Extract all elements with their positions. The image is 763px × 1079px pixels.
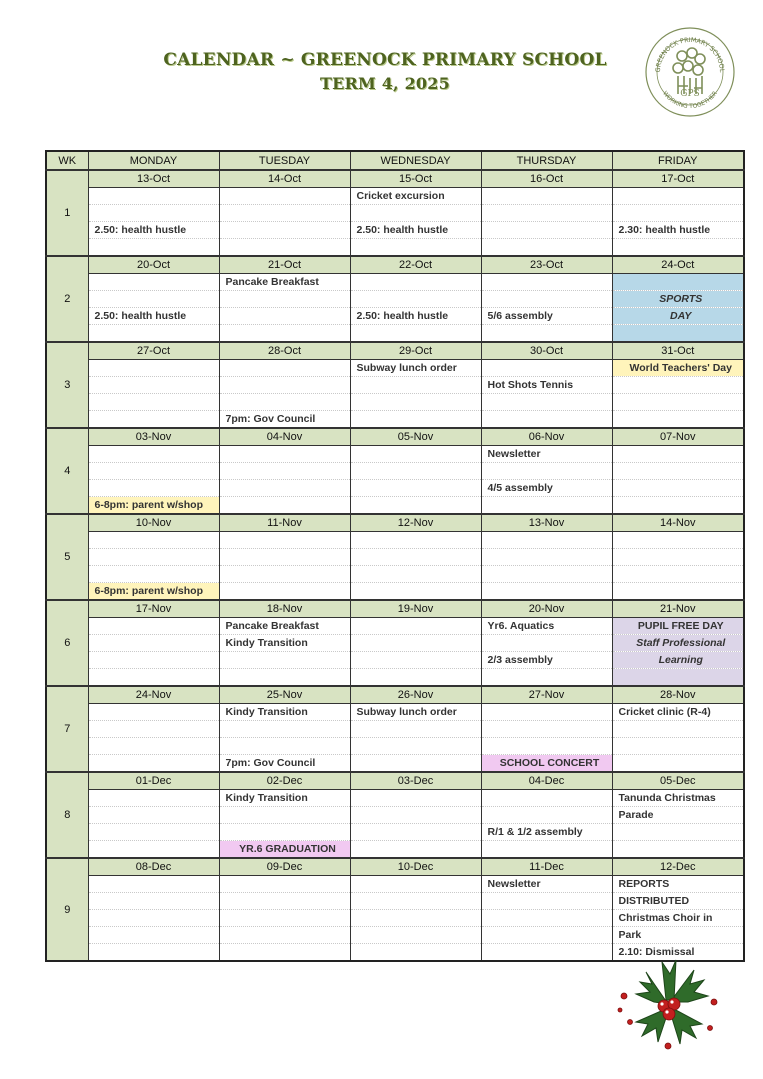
event-cell-friday — [612, 239, 744, 257]
event-cell-wednesday — [350, 446, 481, 463]
event-cell-wednesday — [350, 463, 481, 480]
date-cell-friday: 21-Nov — [612, 600, 744, 618]
event-cell-tuesday — [219, 360, 350, 377]
date-cell-wednesday: 26-Nov — [350, 686, 481, 704]
week-date-row — [46, 428, 744, 446]
event-cell-friday: Christmas Choir in — [612, 910, 744, 927]
week-date-row — [46, 686, 744, 704]
event-row — [46, 480, 744, 497]
event-cell-thursday — [481, 738, 612, 755]
event-cell-wednesday — [350, 394, 481, 411]
date-cell-monday: 01-Dec — [88, 772, 219, 790]
event-cell-monday — [88, 824, 219, 841]
event-cell-tuesday — [219, 394, 350, 411]
event-cell-thursday: Hot Shots Tennis — [481, 377, 612, 394]
event-cell-wednesday — [350, 239, 481, 257]
event-row — [46, 807, 744, 824]
col-header-friday: FRIDAY — [612, 151, 744, 170]
event-row — [46, 360, 744, 377]
event-cell-monday — [88, 927, 219, 944]
col-header-wk: WK — [46, 151, 88, 170]
event-row — [46, 635, 744, 652]
date-cell-friday: 05-Dec — [612, 772, 744, 790]
event-cell-monday — [88, 721, 219, 738]
event-cell-friday: DAY — [612, 308, 744, 325]
date-cell-monday: 24-Nov — [88, 686, 219, 704]
event-cell-monday — [88, 291, 219, 308]
event-cell-friday — [612, 377, 744, 394]
event-cell-tuesday — [219, 583, 350, 601]
event-cell-friday: Staff Professional — [612, 635, 744, 652]
event-cell-tuesday: Kindy Transition — [219, 635, 350, 652]
event-cell-tuesday — [219, 239, 350, 257]
date-cell-monday: 13-Oct — [88, 170, 219, 188]
event-row — [46, 532, 744, 549]
event-cell-wednesday: 2.50: health hustle — [350, 308, 481, 325]
week-number: 7 — [46, 686, 88, 772]
event-cell-monday — [88, 205, 219, 222]
event-cell-friday — [612, 325, 744, 343]
event-cell-tuesday — [219, 480, 350, 497]
event-cell-monday: 2.50: health hustle — [88, 308, 219, 325]
date-cell-tuesday: 21-Oct — [219, 256, 350, 274]
event-cell-wednesday — [350, 721, 481, 738]
date-cell-thursday: 23-Oct — [481, 256, 612, 274]
event-cell-monday — [88, 360, 219, 377]
event-cell-wednesday — [350, 824, 481, 841]
date-cell-thursday: 16-Oct — [481, 170, 612, 188]
event-cell-tuesday — [219, 205, 350, 222]
event-cell-friday: World Teachers' Day — [612, 360, 744, 377]
week-number: 8 — [46, 772, 88, 858]
event-cell-friday — [612, 721, 744, 738]
event-cell-monday — [88, 669, 219, 687]
event-cell-friday — [612, 463, 744, 480]
event-row — [46, 463, 744, 480]
event-cell-thursday: SCHOOL CONCERT — [481, 755, 612, 773]
date-cell-wednesday: 29-Oct — [350, 342, 481, 360]
event-cell-friday: Parade — [612, 807, 744, 824]
date-cell-wednesday: 19-Nov — [350, 600, 481, 618]
event-cell-monday: 6-8pm: parent w/shop — [88, 583, 219, 601]
event-cell-monday — [88, 652, 219, 669]
event-cell-tuesday: Pancake Breakfast — [219, 618, 350, 635]
event-cell-tuesday — [219, 652, 350, 669]
week-date-row — [46, 342, 744, 360]
date-cell-monday: 08-Dec — [88, 858, 219, 876]
event-row — [46, 824, 744, 841]
event-cell-thursday — [481, 325, 612, 343]
col-header-wednesday: WEDNESDAY — [350, 151, 481, 170]
date-cell-tuesday: 28-Oct — [219, 342, 350, 360]
event-cell-wednesday — [350, 841, 481, 859]
event-cell-wednesday — [350, 549, 481, 566]
event-cell-wednesday — [350, 566, 481, 583]
date-cell-monday: 10-Nov — [88, 514, 219, 532]
event-cell-wednesday — [350, 738, 481, 755]
event-cell-wednesday — [350, 480, 481, 497]
date-cell-tuesday: 11-Nov — [219, 514, 350, 532]
event-cell-friday: 2.10: Dismissal — [612, 944, 744, 962]
week-date-row — [46, 600, 744, 618]
event-cell-tuesday — [219, 566, 350, 583]
col-header-monday: MONDAY — [88, 151, 219, 170]
event-cell-monday — [88, 841, 219, 859]
event-cell-thursday: Newsletter — [481, 876, 612, 893]
date-cell-tuesday: 09-Dec — [219, 858, 350, 876]
event-cell-friday — [612, 480, 744, 497]
event-cell-wednesday — [350, 583, 481, 601]
event-cell-tuesday — [219, 532, 350, 549]
event-row — [46, 566, 744, 583]
event-cell-wednesday — [350, 411, 481, 429]
date-cell-friday: 14-Nov — [612, 514, 744, 532]
event-cell-monday — [88, 944, 219, 962]
holly-icon — [606, 952, 732, 1056]
event-cell-monday — [88, 876, 219, 893]
event-cell-tuesday — [219, 446, 350, 463]
event-cell-thursday — [481, 411, 612, 429]
event-cell-thursday — [481, 893, 612, 910]
event-cell-tuesday — [219, 807, 350, 824]
event-cell-thursday — [481, 360, 612, 377]
event-cell-tuesday — [219, 910, 350, 927]
event-row — [46, 394, 744, 411]
date-cell-monday: 03-Nov — [88, 428, 219, 446]
date-cell-monday: 20-Oct — [88, 256, 219, 274]
event-cell-tuesday — [219, 377, 350, 394]
event-cell-wednesday — [350, 927, 481, 944]
event-cell-tuesday — [219, 308, 350, 325]
event-cell-monday — [88, 549, 219, 566]
event-cell-wednesday — [350, 944, 481, 962]
date-cell-tuesday: 04-Nov — [219, 428, 350, 446]
event-cell-tuesday — [219, 944, 350, 962]
event-cell-thursday — [481, 704, 612, 721]
event-cell-thursday: R/1 & 1/2 assembly — [481, 824, 612, 841]
event-row — [46, 291, 744, 308]
event-row — [46, 738, 744, 755]
event-cell-wednesday: Cricket excursion — [350, 188, 481, 205]
event-cell-tuesday — [219, 893, 350, 910]
event-cell-monday — [88, 188, 219, 205]
week-number: 4 — [46, 428, 88, 514]
event-cell-monday — [88, 910, 219, 927]
event-cell-friday — [612, 824, 744, 841]
event-cell-friday — [612, 205, 744, 222]
event-row — [46, 222, 744, 239]
event-row — [46, 239, 744, 257]
event-cell-monday — [88, 325, 219, 343]
event-cell-monday — [88, 239, 219, 257]
event-cell-thursday — [481, 790, 612, 807]
week-date-row — [46, 858, 744, 876]
event-cell-tuesday — [219, 222, 350, 239]
event-cell-thursday — [481, 188, 612, 205]
event-row — [46, 910, 744, 927]
event-cell-tuesday: 7pm: Gov Council — [219, 755, 350, 773]
date-cell-wednesday: 03-Dec — [350, 772, 481, 790]
date-cell-thursday: 20-Nov — [481, 600, 612, 618]
event-cell-thursday — [481, 497, 612, 515]
event-cell-tuesday: YR.6 GRADUATION — [219, 841, 350, 859]
event-row — [46, 618, 744, 635]
event-cell-tuesday — [219, 669, 350, 687]
event-cell-friday — [612, 446, 744, 463]
event-row — [46, 841, 744, 859]
event-cell-monday — [88, 463, 219, 480]
event-row — [46, 652, 744, 669]
event-cell-tuesday: Kindy Transition — [219, 704, 350, 721]
event-cell-monday — [88, 755, 219, 773]
date-cell-wednesday: 15-Oct — [350, 170, 481, 188]
event-row — [46, 325, 744, 343]
date-cell-thursday: 30-Oct — [481, 342, 612, 360]
event-cell-monday: 2.50: health hustle — [88, 222, 219, 239]
event-cell-monday — [88, 738, 219, 755]
date-cell-thursday: 27-Nov — [481, 686, 612, 704]
event-cell-monday — [88, 394, 219, 411]
week-number: 2 — [46, 256, 88, 342]
event-cell-monday — [88, 790, 219, 807]
event-row — [46, 446, 744, 463]
event-cell-thursday: Yr6. Aquatics — [481, 618, 612, 635]
event-row — [46, 274, 744, 291]
event-cell-friday — [612, 188, 744, 205]
event-row — [46, 669, 744, 687]
event-cell-thursday: 4/5 assembly — [481, 480, 612, 497]
event-row — [46, 205, 744, 222]
event-cell-monday — [88, 480, 219, 497]
event-cell-friday — [612, 738, 744, 755]
event-row — [46, 893, 744, 910]
event-cell-wednesday — [350, 790, 481, 807]
event-cell-friday — [612, 532, 744, 549]
event-cell-wednesday: Subway lunch order — [350, 360, 481, 377]
col-header-thursday: THURSDAY — [481, 151, 612, 170]
date-cell-tuesday: 02-Dec — [219, 772, 350, 790]
event-cell-wednesday — [350, 876, 481, 893]
event-row — [46, 721, 744, 738]
date-cell-tuesday: 14-Oct — [219, 170, 350, 188]
date-cell-thursday: 11-Dec — [481, 858, 612, 876]
event-cell-tuesday — [219, 463, 350, 480]
event-cell-thursday — [481, 532, 612, 549]
event-cell-monday — [88, 635, 219, 652]
event-cell-friday: Tanunda Christmas — [612, 790, 744, 807]
event-cell-tuesday: 7pm: Gov Council — [219, 411, 350, 429]
event-cell-friday — [612, 566, 744, 583]
event-cell-friday — [612, 394, 744, 411]
date-cell-wednesday: 12-Nov — [350, 514, 481, 532]
event-cell-friday — [612, 755, 744, 773]
event-row — [46, 755, 744, 773]
week-number: 5 — [46, 514, 88, 600]
week-number: 3 — [46, 342, 88, 428]
date-cell-friday: 24-Oct — [612, 256, 744, 274]
event-cell-friday — [612, 583, 744, 601]
event-cell-friday — [612, 274, 744, 291]
event-cell-monday — [88, 618, 219, 635]
event-cell-monday — [88, 532, 219, 549]
event-row — [46, 497, 744, 515]
date-cell-thursday: 04-Dec — [481, 772, 612, 790]
event-cell-thursday — [481, 721, 612, 738]
date-cell-tuesday: 25-Nov — [219, 686, 350, 704]
event-cell-monday — [88, 274, 219, 291]
event-cell-wednesday — [350, 893, 481, 910]
date-cell-friday: 17-Oct — [612, 170, 744, 188]
event-cell-friday: Learning — [612, 652, 744, 669]
week-number: 1 — [46, 170, 88, 256]
event-cell-wednesday — [350, 652, 481, 669]
event-cell-thursday — [481, 635, 612, 652]
event-cell-friday — [612, 497, 744, 515]
event-cell-wednesday — [350, 755, 481, 773]
event-cell-thursday — [481, 394, 612, 411]
event-row — [46, 308, 744, 325]
event-cell-wednesday — [350, 325, 481, 343]
event-cell-wednesday — [350, 377, 481, 394]
week-date-row — [46, 772, 744, 790]
event-cell-tuesday: Pancake Breakfast — [219, 274, 350, 291]
event-cell-friday: 2.30: health hustle — [612, 222, 744, 239]
event-cell-wednesday — [350, 532, 481, 549]
date-cell-wednesday: 10-Dec — [350, 858, 481, 876]
header-row — [46, 151, 744, 170]
event-cell-tuesday — [219, 497, 350, 515]
date-cell-monday: 17-Nov — [88, 600, 219, 618]
event-cell-tuesday — [219, 721, 350, 738]
event-row — [46, 549, 744, 566]
week-date-row — [46, 514, 744, 532]
event-cell-thursday — [481, 274, 612, 291]
logo-letters: GPS — [680, 89, 700, 99]
event-cell-thursday — [481, 841, 612, 859]
event-cell-wednesday — [350, 497, 481, 515]
event-cell-wednesday — [350, 291, 481, 308]
event-cell-thursday — [481, 463, 612, 480]
event-cell-monday — [88, 566, 219, 583]
event-cell-friday — [612, 841, 744, 859]
event-cell-thursday: Newsletter — [481, 446, 612, 463]
event-cell-thursday — [481, 291, 612, 308]
event-cell-friday: SPORTS — [612, 291, 744, 308]
date-cell-friday: 12-Dec — [612, 858, 744, 876]
event-cell-thursday: 2/3 assembly — [481, 652, 612, 669]
event-row — [46, 188, 744, 205]
event-cell-thursday — [481, 944, 612, 962]
col-header-tuesday: TUESDAY — [219, 151, 350, 170]
event-cell-wednesday: Subway lunch order — [350, 704, 481, 721]
event-row — [46, 411, 744, 429]
event-row — [46, 790, 744, 807]
date-cell-wednesday: 22-Oct — [350, 256, 481, 274]
page-subtitle: TERM 4, 2025 — [320, 74, 450, 93]
event-cell-wednesday — [350, 274, 481, 291]
event-cell-tuesday — [219, 927, 350, 944]
date-cell-monday: 27-Oct — [88, 342, 219, 360]
event-cell-tuesday — [219, 325, 350, 343]
event-cell-monday — [88, 893, 219, 910]
event-cell-monday — [88, 446, 219, 463]
event-row — [46, 704, 744, 721]
event-cell-tuesday: Kindy Transition — [219, 790, 350, 807]
date-cell-thursday: 13-Nov — [481, 514, 612, 532]
event-cell-friday: DISTRIBUTED — [612, 893, 744, 910]
event-cell-thursday — [481, 910, 612, 927]
event-cell-thursday — [481, 222, 612, 239]
term-calendar-table — [45, 150, 745, 962]
event-cell-tuesday — [219, 291, 350, 308]
event-cell-friday — [612, 669, 744, 687]
event-row — [46, 583, 744, 601]
school-logo — [644, 26, 736, 118]
event-cell-tuesday — [219, 549, 350, 566]
event-cell-monday — [88, 807, 219, 824]
event-cell-tuesday — [219, 824, 350, 841]
page-title: CALENDAR ~ GREENOCK PRIMARY SCHOOL — [163, 50, 607, 70]
event-cell-wednesday — [350, 618, 481, 635]
event-cell-friday: Park — [612, 927, 744, 944]
event-row — [46, 927, 744, 944]
event-cell-monday — [88, 704, 219, 721]
event-cell-friday — [612, 549, 744, 566]
event-row — [46, 377, 744, 394]
event-cell-thursday — [481, 807, 612, 824]
event-cell-tuesday — [219, 188, 350, 205]
logo-name: GREENOCK PRIMARY SCHOOL — [653, 35, 727, 73]
event-cell-monday — [88, 411, 219, 429]
event-cell-thursday — [481, 549, 612, 566]
date-cell-thursday: 06-Nov — [481, 428, 612, 446]
event-cell-friday — [612, 411, 744, 429]
event-cell-friday: REPORTS — [612, 876, 744, 893]
event-cell-thursday — [481, 205, 612, 222]
date-cell-friday: 31-Oct — [612, 342, 744, 360]
date-cell-tuesday: 18-Nov — [219, 600, 350, 618]
week-number: 9 — [46, 858, 88, 961]
event-cell-tuesday — [219, 738, 350, 755]
date-cell-friday: 28-Nov — [612, 686, 744, 704]
event-cell-monday — [88, 377, 219, 394]
date-cell-friday: 07-Nov — [612, 428, 744, 446]
event-cell-wednesday — [350, 205, 481, 222]
event-cell-wednesday — [350, 635, 481, 652]
event-cell-tuesday — [219, 876, 350, 893]
week-number: 6 — [46, 600, 88, 686]
event-cell-wednesday — [350, 807, 481, 824]
event-cell-thursday — [481, 927, 612, 944]
event-cell-thursday: 5/6 assembly — [481, 308, 612, 325]
event-cell-thursday — [481, 583, 612, 601]
logo-motto: WORKING TOGETHER — [661, 90, 719, 111]
event-cell-thursday — [481, 239, 612, 257]
event-cell-friday: Cricket clinic (R-4) — [612, 704, 744, 721]
event-cell-wednesday — [350, 669, 481, 687]
event-cell-wednesday — [350, 910, 481, 927]
date-cell-wednesday: 05-Nov — [350, 428, 481, 446]
event-cell-friday: PUPIL FREE DAY — [612, 618, 744, 635]
event-cell-thursday — [481, 566, 612, 583]
week-date-row — [46, 170, 744, 188]
event-cell-thursday — [481, 669, 612, 687]
event-row — [46, 876, 744, 893]
event-cell-monday: 6-8pm: parent w/shop — [88, 497, 219, 515]
week-date-row — [46, 256, 744, 274]
event-cell-wednesday: 2.50: health hustle — [350, 222, 481, 239]
